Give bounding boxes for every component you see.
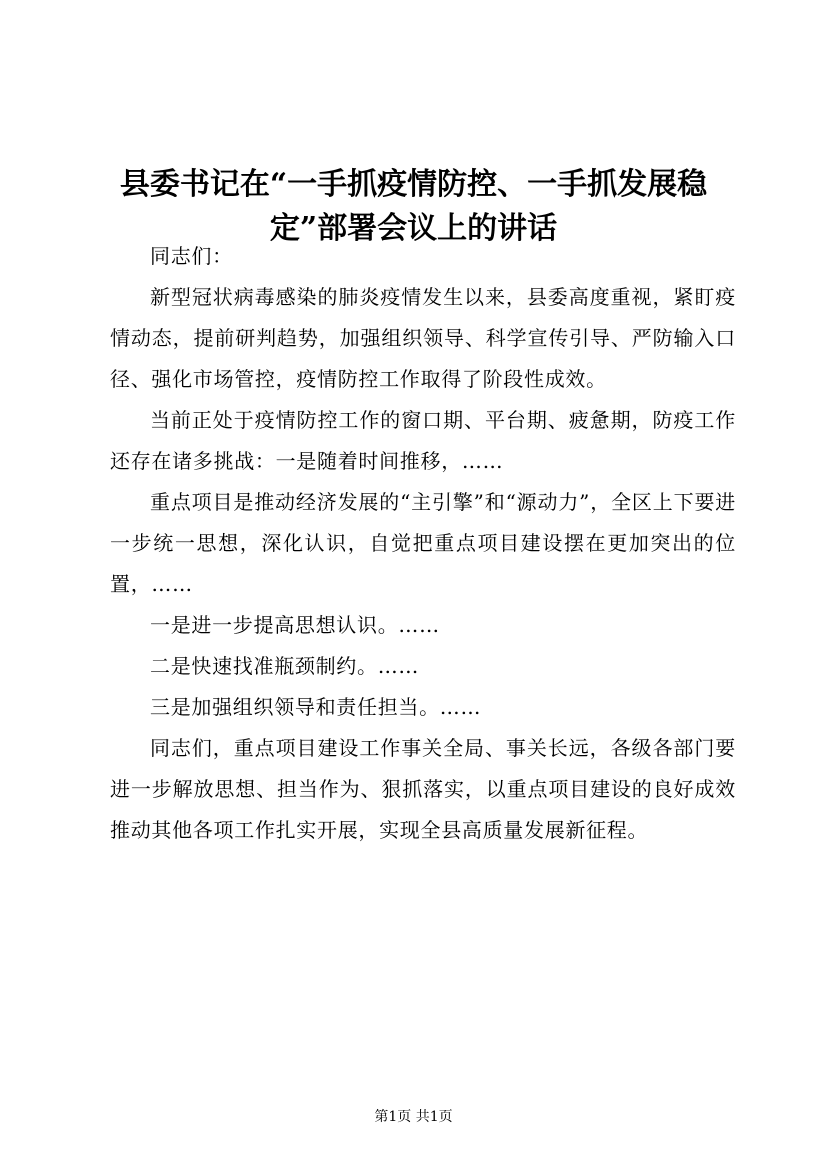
body-paragraph: 二是快速找准瓶颈制约。……	[150, 654, 420, 678]
body-paragraph: 当前正处于疫情防控工作的窗口期、平台期、疲惫期，防疫工作还存在诸多挑战：一是随着时间推移，……	[110, 408, 736, 473]
closing-paragraph: 同志们，重点项目建设工作事关全局、事关长远，各级各部门要进一步解放思想、担当作为、狠抓落实，以重点项目建设的良好成效推动其他各项工作扎实开展，实现全县高质量发展新征程。	[110, 736, 736, 842]
page-number-footer: 第1页 共1页	[374, 1109, 453, 1125]
body-paragraph: 重点项目是推动经济发展的“主引擎”和“源动力”，全区上下要进一步统一思想，深化认识，自觉把重点项目建设摆在更加突出的位置，……	[110, 490, 736, 596]
document-title: 县委书记在“一手抓疫情防控、一手抓发展稳定”部署会议上的讲话	[119, 167, 708, 247]
body-paragraph: 一是进一步提高思想认识。……	[150, 613, 440, 637]
salutation-paragraph: 同志们：	[150, 244, 233, 268]
body-paragraph: 新型冠状病毒感染的肺炎疫情发生以来，县委高度重视，紧盯疫情动态，提前研判趋势，加强组织领导、科学宣传引导、严防输入口径、强化市场管控，疫情防控工作取得了阶段性成效。	[110, 285, 736, 391]
document-body	[110, 236, 736, 851]
body-paragraph: 三是加强组织领导和责任担当。……	[150, 695, 482, 719]
